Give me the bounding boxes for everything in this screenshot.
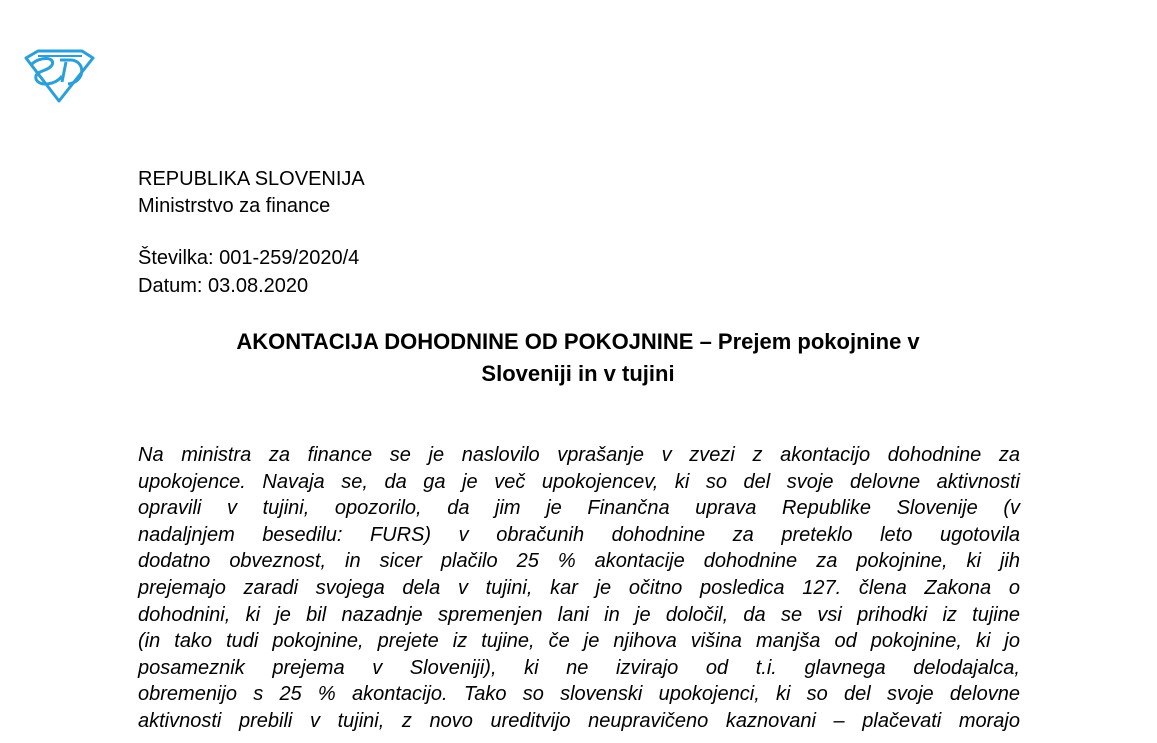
body-line: dohodnini, ki je bil nazadnje spremenjen lani in je določil, da se vsi prihodki iz tujine (138, 603, 1020, 626)
title-line: AKONTACIJA DOHODNINE OD POKOJNINE – Prejem pokojnine v (236, 329, 920, 354)
ministry-logo-icon (22, 48, 96, 104)
document-number: Številka: 001-259/2020/4 (138, 247, 360, 269)
body-line: Na ministra za finance se je naslovilo vprašanje v zvezi z akontacijo dohodnine za (138, 444, 1020, 466)
document-date: Datum: 03.08.2020 (138, 275, 309, 297)
ministry-name: Ministrstvo za finance (138, 195, 331, 217)
body-line: dodatno obveznost, in sicer plačilo 25 % akontacije dohodnine za pokojnine, ki jih (138, 550, 1020, 573)
document-meta (138, 244, 359, 300)
sender-header (138, 166, 365, 220)
document-title (138, 326, 1018, 390)
body-line: (in tako tudi pokojnine, prejete iz tujine, če je njihova višina manjša od pokojnine, ki jo (138, 630, 1020, 653)
body-line: opravili v tujini, opozorilo, da jim je Finančna uprava Republike Slovenije (v (138, 497, 1020, 520)
title-line: Sloveniji in v tujini (481, 361, 675, 386)
body-line: upokojence. Navaja se, da ga je več upokojencev, ki so del svoje delovne aktivnosti (138, 470, 1020, 493)
body-line: prejemajo zaradi svojega dela v tujini, kar je očitno posledica 127. člena Zakona o (138, 576, 1020, 599)
country-name: REPUBLIKA SLOVENIJA (138, 168, 365, 190)
body-line: obremenijo s 25 % akontacijo. Tako so slovenski upokojenci, ki so del svoje delovne (138, 683, 1020, 706)
body-line: posameznik prejema v Sloveniji), ki ne izvirajo od t.i. glavnega delodajalca, (138, 656, 1020, 679)
body-line: aktivnosti prebili v tujini, z novo ureditvijo neupravičeno kaznovani – plačevati morajo (138, 709, 1020, 732)
body-line: nadaljnjem besedilu: FURS) v obračunih dohodnine za preteklo leto ugotovila (138, 523, 1020, 546)
body-paragraph (138, 442, 1020, 735)
